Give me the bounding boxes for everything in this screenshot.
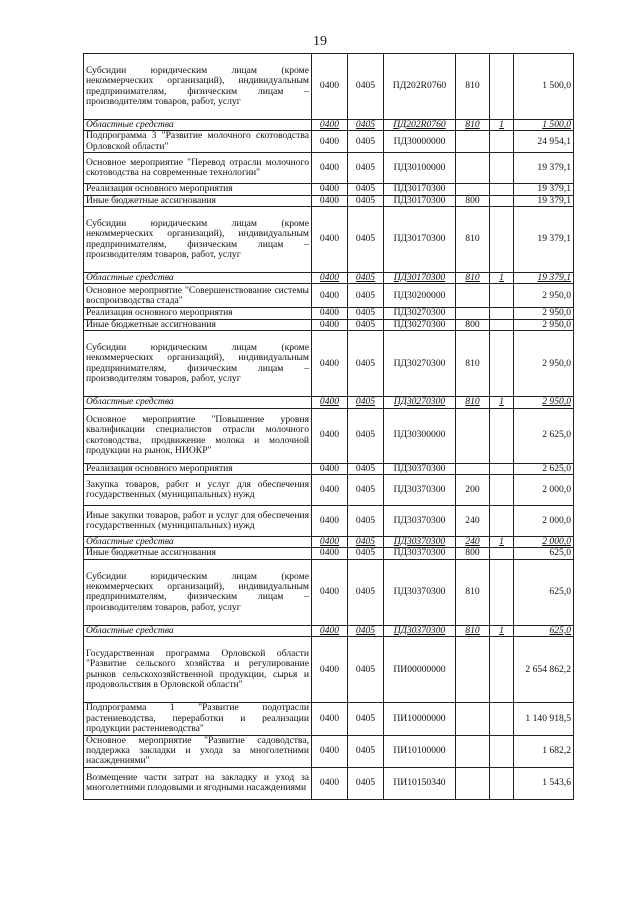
cell-name: Основное мероприятие "Совершенствование системы воспроизводства стада" bbox=[84, 284, 312, 308]
cell-ved: 0400 bbox=[312, 131, 348, 153]
cell-ist bbox=[490, 207, 514, 273]
cell-csr: ПД30370300 bbox=[384, 625, 456, 636]
cell-vr: 810 bbox=[456, 273, 490, 284]
table-row bbox=[84, 308, 574, 319]
table-row bbox=[84, 54, 574, 120]
cell-ist: 1 bbox=[490, 537, 514, 548]
cell-ved: 0400 bbox=[312, 331, 348, 397]
table-row bbox=[84, 548, 574, 559]
cell-razd: 0405 bbox=[348, 735, 384, 767]
cell-ved: 0400 bbox=[312, 273, 348, 284]
cell-ist bbox=[490, 506, 514, 537]
cell-razd: 0405 bbox=[348, 331, 384, 397]
cell-ist bbox=[490, 408, 514, 463]
cell-vr: 810 bbox=[456, 54, 490, 120]
cell-csr: ПД30100000 bbox=[384, 153, 456, 184]
cell-csr: ПД30370300 bbox=[384, 506, 456, 537]
cell-vr: 810 bbox=[456, 559, 490, 625]
cell-sum: 625,0 bbox=[514, 548, 574, 559]
cell-vr bbox=[456, 153, 490, 184]
cell-razd: 0405 bbox=[348, 195, 384, 206]
cell-name: Областные средства bbox=[84, 397, 312, 408]
cell-ist: 1 bbox=[490, 273, 514, 284]
table-row bbox=[84, 131, 574, 153]
cell-name: Основное мероприятие "Перевод отрасли молочного скотоводства на современные технологии" bbox=[84, 153, 312, 184]
cell-razd: 0405 bbox=[348, 463, 384, 474]
cell-name: Закупка товаров, работ и услуг для обеспечения государственных (муниципальных) нужд bbox=[84, 475, 312, 506]
page-number: 19 bbox=[313, 34, 327, 49]
cell-ist bbox=[490, 559, 514, 625]
cell-ist bbox=[490, 284, 514, 308]
cell-csr: ПД30270300 bbox=[384, 319, 456, 330]
cell-vr bbox=[456, 408, 490, 463]
cell-name: Областные средства bbox=[84, 120, 312, 131]
table-row bbox=[84, 408, 574, 463]
cell-name: Субсидии юридическим лицам (кроме некоммерческих организаций), индивидуальным предпринимателям, физическим лицам – производителям товаров, работ, услуг bbox=[84, 207, 312, 273]
cell-name: Иные бюджетные ассигнования bbox=[84, 548, 312, 559]
cell-ved: 0400 bbox=[312, 735, 348, 767]
cell-name: Субсидии юридическим лицам (кроме некоммерческих организаций), индивидуальным предпринимателям, физическим лицам – производителям товаров, работ, услуг bbox=[84, 331, 312, 397]
cell-csr: ПД30000000 bbox=[384, 131, 456, 153]
cell-ved: 0400 bbox=[312, 767, 348, 799]
cell-name: Основное мероприятие "Развитие садоводства, поддержка закладки и ухода за многолетними насаждениями" bbox=[84, 735, 312, 767]
cell-name: Иные бюджетные ассигнования bbox=[84, 195, 312, 206]
table-row bbox=[84, 703, 574, 735]
cell-csr: ПД30370300 bbox=[384, 475, 456, 506]
cell-vr: 240 bbox=[456, 537, 490, 548]
cell-csr: ПД30170300 bbox=[384, 207, 456, 273]
cell-sum: 2 000,0 bbox=[514, 475, 574, 506]
cell-ist bbox=[490, 475, 514, 506]
table-row bbox=[84, 475, 574, 506]
cell-sum: 2 625,0 bbox=[514, 463, 574, 474]
cell-name: Возмещение части затрат на закладку и уход за многолетними плодовыми и ягодными насаждениями bbox=[84, 767, 312, 799]
table-row bbox=[84, 559, 574, 625]
cell-sum: 1 543,6 bbox=[514, 767, 574, 799]
cell-name: Реализация основного мероприятия bbox=[84, 308, 312, 319]
cell-ist bbox=[490, 184, 514, 195]
cell-ved: 0400 bbox=[312, 537, 348, 548]
cell-sum: 2 950,0 bbox=[514, 284, 574, 308]
table-row bbox=[84, 153, 574, 184]
cell-csr: ПД30300000 bbox=[384, 408, 456, 463]
cell-name: Реализация основного мероприятия bbox=[84, 463, 312, 474]
cell-vr: 800 bbox=[456, 319, 490, 330]
cell-vr bbox=[456, 637, 490, 703]
cell-razd: 0405 bbox=[348, 475, 384, 506]
cell-sum: 2 950,0 bbox=[514, 397, 574, 408]
cell-vr: 200 bbox=[456, 475, 490, 506]
cell-vr bbox=[456, 767, 490, 799]
cell-sum: 19 379,1 bbox=[514, 184, 574, 195]
cell-name: Основное мероприятие "Повышение уровня квалификации специалистов отрасли молочного скотоводства, продвижение молока и молочной продукции на рынок, НИОКР" bbox=[84, 408, 312, 463]
cell-vr bbox=[456, 703, 490, 735]
cell-name: Реализация основного мероприятия bbox=[84, 184, 312, 195]
cell-csr: ПД30370300 bbox=[384, 559, 456, 625]
cell-sum: 2 000,0 bbox=[514, 506, 574, 537]
cell-ved: 0400 bbox=[312, 153, 348, 184]
cell-sum: 24 954,1 bbox=[514, 131, 574, 153]
cell-sum: 2 000,0 bbox=[514, 537, 574, 548]
cell-vr: 810 bbox=[456, 331, 490, 397]
cell-razd: 0405 bbox=[348, 284, 384, 308]
cell-razd: 0405 bbox=[348, 625, 384, 636]
cell-razd: 0405 bbox=[348, 273, 384, 284]
cell-razd: 0405 bbox=[348, 537, 384, 548]
table-row bbox=[84, 463, 574, 474]
cell-razd: 0405 bbox=[348, 397, 384, 408]
cell-csr: ПД30270300 bbox=[384, 331, 456, 397]
cell-razd: 0405 bbox=[348, 120, 384, 131]
cell-ved: 0400 bbox=[312, 463, 348, 474]
cell-razd: 0405 bbox=[348, 506, 384, 537]
cell-name: Подпрограмма 3 "Развитие молочного скотоводства Орловской области" bbox=[84, 131, 312, 153]
cell-csr: ПИ00000000 bbox=[384, 637, 456, 703]
cell-ist bbox=[490, 548, 514, 559]
cell-ist bbox=[490, 463, 514, 474]
cell-ved: 0400 bbox=[312, 120, 348, 131]
cell-vr: 800 bbox=[456, 548, 490, 559]
cell-ist bbox=[490, 735, 514, 767]
cell-csr: ПД30200000 bbox=[384, 284, 456, 308]
cell-sum: 19 379,1 bbox=[514, 195, 574, 206]
cell-ist bbox=[490, 637, 514, 703]
cell-razd: 0405 bbox=[348, 184, 384, 195]
cell-vr bbox=[456, 463, 490, 474]
cell-ist bbox=[490, 767, 514, 799]
cell-csr: ПД30170300 bbox=[384, 273, 456, 284]
table-row bbox=[84, 767, 574, 799]
cell-razd: 0405 bbox=[348, 308, 384, 319]
cell-ved: 0400 bbox=[312, 54, 348, 120]
table-row bbox=[84, 284, 574, 308]
cell-csr: ПД202R0760 bbox=[384, 54, 456, 120]
cell-name: Иные бюджетные ассигнования bbox=[84, 319, 312, 330]
budget-table-body bbox=[84, 54, 574, 800]
table-row bbox=[84, 184, 574, 195]
table-row-regional-funds bbox=[84, 625, 574, 636]
cell-razd: 0405 bbox=[348, 559, 384, 625]
cell-sum: 19 379,1 bbox=[514, 153, 574, 184]
cell-ist bbox=[490, 319, 514, 330]
cell-vr bbox=[456, 735, 490, 767]
cell-csr: ПД30370300 bbox=[384, 463, 456, 474]
cell-sum: 2 625,0 bbox=[514, 408, 574, 463]
cell-ist bbox=[490, 308, 514, 319]
cell-ved: 0400 bbox=[312, 319, 348, 330]
table-row bbox=[84, 319, 574, 330]
cell-name: Субсидии юридическим лицам (кроме некоммерческих организаций), индивидуальным предпринимателям, физическим лицам – производителям товаров, работ, услуг bbox=[84, 559, 312, 625]
cell-ist bbox=[490, 54, 514, 120]
cell-ist: 1 bbox=[490, 625, 514, 636]
cell-csr: ПД30270300 bbox=[384, 308, 456, 319]
cell-razd: 0405 bbox=[348, 207, 384, 273]
cell-sum: 19 379,1 bbox=[514, 207, 574, 273]
cell-name: Областные средства bbox=[84, 273, 312, 284]
cell-vr: 800 bbox=[456, 195, 490, 206]
cell-ist: 1 bbox=[490, 120, 514, 131]
cell-name: Областные средства bbox=[84, 625, 312, 636]
cell-sum: 1 500,0 bbox=[514, 120, 574, 131]
cell-csr: ПД30370300 bbox=[384, 537, 456, 548]
cell-ist: 1 bbox=[490, 397, 514, 408]
cell-name: Субсидии юридическим лицам (кроме некоммерческих организаций), индивидуальным предпринимателям, физическим лицам – производителям товаров, работ, услуг bbox=[84, 54, 312, 120]
cell-csr: ПД30370300 bbox=[384, 548, 456, 559]
cell-sum: 625,0 bbox=[514, 559, 574, 625]
cell-csr: ПД202R0760 bbox=[384, 120, 456, 131]
table-row-regional-funds bbox=[84, 397, 574, 408]
cell-name: Государственная программа Орловской области "Развитие сельского хозяйства и регулирование рынков сельскохозяйственной продукции, сырья и продовольствия в Орловской области" bbox=[84, 637, 312, 703]
cell-razd: 0405 bbox=[348, 767, 384, 799]
cell-ved: 0400 bbox=[312, 184, 348, 195]
table-row-regional-funds bbox=[84, 273, 574, 284]
cell-ved: 0400 bbox=[312, 308, 348, 319]
table-row bbox=[84, 195, 574, 206]
cell-ist bbox=[490, 703, 514, 735]
cell-ist bbox=[490, 195, 514, 206]
cell-ved: 0400 bbox=[312, 475, 348, 506]
cell-ved: 0400 bbox=[312, 559, 348, 625]
cell-ved: 0400 bbox=[312, 506, 348, 537]
cell-sum: 1 682,2 bbox=[514, 735, 574, 767]
cell-razd: 0405 bbox=[348, 131, 384, 153]
cell-sum: 2 654 862,2 bbox=[514, 637, 574, 703]
cell-vr: 240 bbox=[456, 506, 490, 537]
budget-table bbox=[83, 53, 574, 800]
cell-ist bbox=[490, 153, 514, 184]
cell-csr: ПД30270300 bbox=[384, 397, 456, 408]
cell-vr bbox=[456, 284, 490, 308]
cell-ved: 0400 bbox=[312, 195, 348, 206]
cell-razd: 0405 bbox=[348, 703, 384, 735]
cell-csr: ПД30170300 bbox=[384, 195, 456, 206]
cell-csr: ПИ10100000 bbox=[384, 735, 456, 767]
cell-razd: 0405 bbox=[348, 54, 384, 120]
cell-csr: ПИ10000000 bbox=[384, 703, 456, 735]
cell-razd: 0405 bbox=[348, 153, 384, 184]
cell-ist bbox=[490, 331, 514, 397]
cell-vr: 810 bbox=[456, 207, 490, 273]
cell-ved: 0400 bbox=[312, 284, 348, 308]
cell-name: Областные средства bbox=[84, 537, 312, 548]
table-row bbox=[84, 207, 574, 273]
cell-csr: ПИ10150340 bbox=[384, 767, 456, 799]
cell-ved: 0400 bbox=[312, 207, 348, 273]
cell-vr: 810 bbox=[456, 625, 490, 636]
cell-csr: ПД30170300 bbox=[384, 184, 456, 195]
cell-razd: 0405 bbox=[348, 319, 384, 330]
cell-sum: 625,0 bbox=[514, 625, 574, 636]
table-row bbox=[84, 331, 574, 397]
cell-ved: 0400 bbox=[312, 625, 348, 636]
cell-vr: 810 bbox=[456, 397, 490, 408]
cell-name: Иные закупки товаров, работ и услуг для обеспечения государственных (муниципальных) нужд bbox=[84, 506, 312, 537]
cell-name: Подпрограмма 1 "Развитие подотрасли растениеводства, переработки и реализации продукции растениеводства" bbox=[84, 703, 312, 735]
cell-vr bbox=[456, 308, 490, 319]
cell-sum: 19 379,1 bbox=[514, 273, 574, 284]
cell-vr bbox=[456, 184, 490, 195]
cell-sum: 2 950,0 bbox=[514, 331, 574, 397]
table-row bbox=[84, 735, 574, 767]
cell-ved: 0400 bbox=[312, 548, 348, 559]
table-row bbox=[84, 506, 574, 537]
cell-ved: 0400 bbox=[312, 637, 348, 703]
table-row-regional-funds bbox=[84, 120, 574, 131]
cell-ist bbox=[490, 131, 514, 153]
cell-sum: 2 950,0 bbox=[514, 319, 574, 330]
cell-sum: 1 140 918,5 bbox=[514, 703, 574, 735]
cell-vr: 810 bbox=[456, 120, 490, 131]
table-row bbox=[84, 637, 574, 703]
cell-ved: 0400 bbox=[312, 408, 348, 463]
cell-ved: 0400 bbox=[312, 397, 348, 408]
table-row-regional-funds bbox=[84, 537, 574, 548]
cell-sum: 1 500,0 bbox=[514, 54, 574, 120]
cell-ved: 0400 bbox=[312, 703, 348, 735]
cell-sum: 2 950,0 bbox=[514, 308, 574, 319]
cell-razd: 0405 bbox=[348, 637, 384, 703]
cell-razd: 0405 bbox=[348, 548, 384, 559]
cell-razd: 0405 bbox=[348, 408, 384, 463]
cell-vr bbox=[456, 131, 490, 153]
